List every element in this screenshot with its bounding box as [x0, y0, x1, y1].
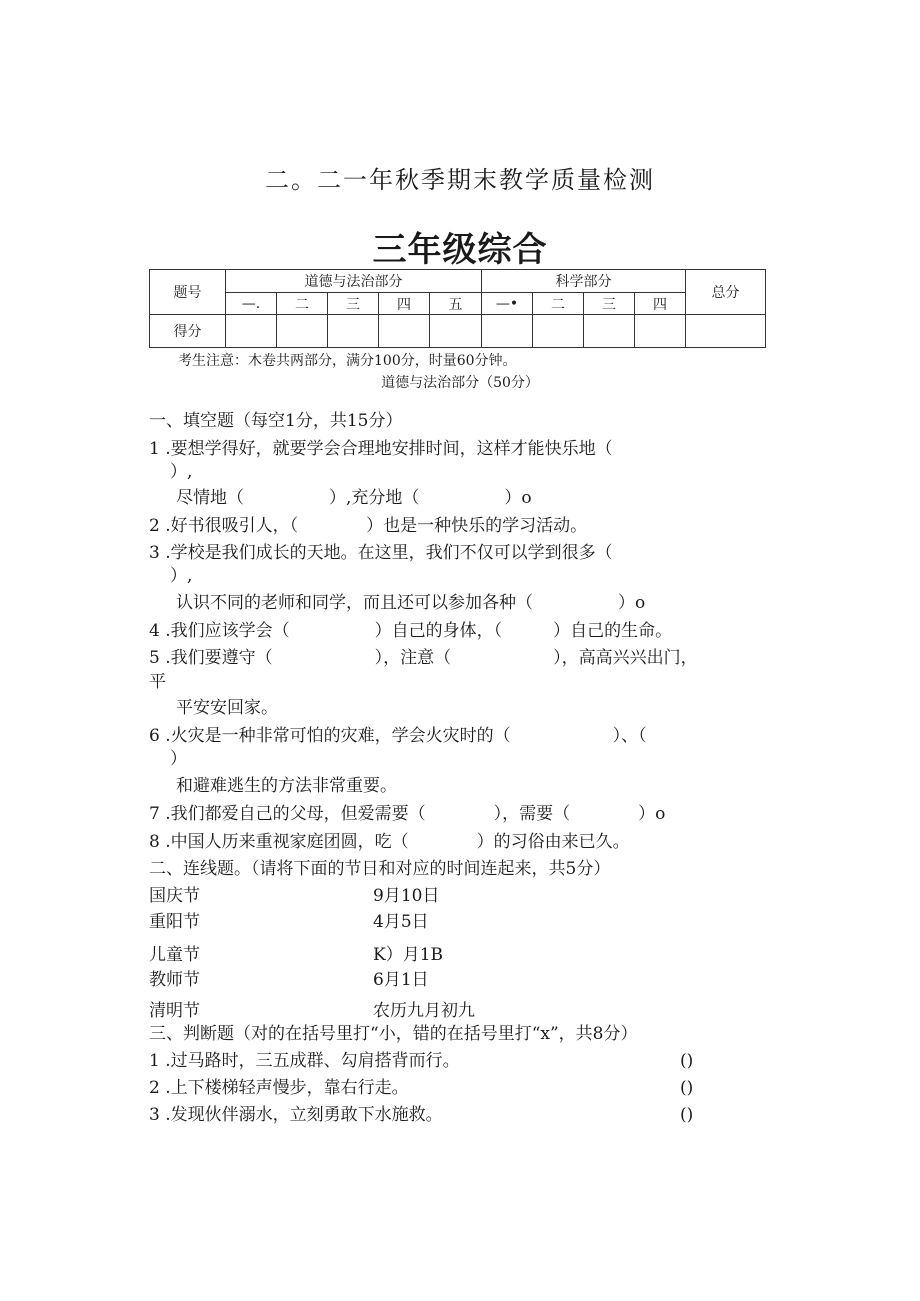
section1-heading: 一、填空题（每空1分，共15分） — [149, 411, 403, 431]
score-cell[interactable] — [277, 315, 328, 348]
question-line: 7 .我们都爱自己的父母，但爱需要（ ），需要（ ）o — [149, 804, 666, 824]
date-item[interactable]: 农历九月初九 — [373, 1001, 475, 1021]
question-line: 8 .中国人历来重视家庭团圆，吃（ ）的习俗由来已久。 — [149, 832, 630, 852]
morality-col: 二 — [277, 293, 328, 315]
judge-item-text: 2 .上下楼梯轻声慢步，靠右行走。 — [149, 1078, 409, 1098]
score-cell-total[interactable] — [686, 315, 766, 348]
question-line: ）, — [170, 462, 193, 482]
group-science: 科学部分 — [482, 270, 686, 293]
judge-answer-bracket[interactable]: () — [680, 1105, 694, 1125]
group-morality: 道德与法治部分 — [226, 270, 482, 293]
question-line: 6 .火灾是一种非常可怕的灾难，学会火灾时的（ ）、（ — [149, 726, 647, 746]
exam-notice: 考生注意：木卷共两部分，满分100分，时量60分钟。 — [178, 353, 517, 369]
question-line: 1 .要想学得好，就要学会合理地安排时间，这样才能快乐地（ — [149, 439, 613, 459]
exam-subtitle: 三年级综合 — [372, 230, 548, 270]
question-line: ）, — [170, 566, 193, 586]
score-cell[interactable] — [379, 315, 430, 348]
label-total: 总分 — [686, 270, 766, 315]
date-item[interactable]: 4月5日 — [373, 912, 429, 932]
score-cell[interactable] — [584, 315, 635, 348]
morality-col: 三 — [328, 293, 379, 315]
section3-heading: 三、判断题（对的在括号里打“小，错的在括号里打“x”，共8分） — [149, 1024, 638, 1044]
question-line: 和避难逃生的方法非常重要。 — [176, 776, 397, 796]
score-cell[interactable] — [328, 315, 379, 348]
morality-col: —. — [226, 293, 277, 315]
judge-item-text: 3 .发现伙伴溺水，立刻勇敢下水施救。 — [149, 1105, 443, 1125]
science-col: 四 — [635, 293, 686, 315]
date-item[interactable]: K）月1B — [373, 945, 444, 965]
question-line: 4 .我们应该学会（ ）自己的身体，（ ）自己的生命。 — [149, 621, 673, 641]
festival-item[interactable]: 国庆节 — [149, 886, 200, 906]
date-item[interactable]: 9月10日 — [373, 886, 440, 906]
judge-answer-bracket[interactable]: () — [680, 1078, 694, 1098]
festival-item[interactable]: 清明节 — [149, 1001, 200, 1021]
question-line: 平安安回家。 — [176, 698, 278, 718]
science-col: —• — [482, 293, 533, 315]
date-item[interactable]: 6月1日 — [373, 970, 429, 990]
section2-heading: 二、连线题。（请将下面的节日和对应的时间连起来，共5分） — [149, 859, 611, 879]
score-table — [149, 269, 766, 348]
morality-col: 四 — [379, 293, 430, 315]
festival-item[interactable]: 重阳节 — [149, 912, 200, 932]
science-col: 二 — [533, 293, 584, 315]
science-col: 三 — [584, 293, 635, 315]
question-line: 3 .学校是我们成长的天地。在这里，我们不仅可以学到很多（ — [149, 543, 613, 563]
label-score: 得分 — [150, 315, 226, 348]
judge-answer-bracket[interactable]: () — [680, 1051, 694, 1071]
score-cell[interactable] — [430, 315, 482, 348]
question-line: 认识不同的老师和同学，而且还可以参加各种（ ）o — [176, 593, 646, 613]
label-question-number: 题号 — [150, 270, 226, 315]
score-cell[interactable] — [482, 315, 533, 348]
morality-col: 五 — [430, 293, 482, 315]
question-line: 尽情地（ ）,充分地（ ）o — [176, 488, 532, 508]
exam-title: 二。二一年秋季期末教学质量检测 — [265, 166, 655, 194]
score-cell[interactable] — [635, 315, 686, 348]
score-cell[interactable] — [226, 315, 277, 348]
question-line: 平 — [149, 672, 166, 692]
question-line: 2 .好书很吸引人，（ ）也是一种快乐的学习活动。 — [149, 516, 588, 536]
festival-item[interactable]: 儿童节 — [149, 945, 200, 965]
score-cell[interactable] — [533, 315, 584, 348]
festival-item[interactable]: 教师节 — [149, 970, 200, 990]
question-line: 5 .我们要遵守（ ），注意（ ），高高兴兴出门， — [149, 648, 698, 668]
part-title: 道德与法治部分（50分） — [381, 375, 539, 391]
question-line: ） — [170, 749, 187, 769]
judge-item-text: 1 .过马路时，三五成群、勾肩搭背而行。 — [149, 1051, 460, 1071]
